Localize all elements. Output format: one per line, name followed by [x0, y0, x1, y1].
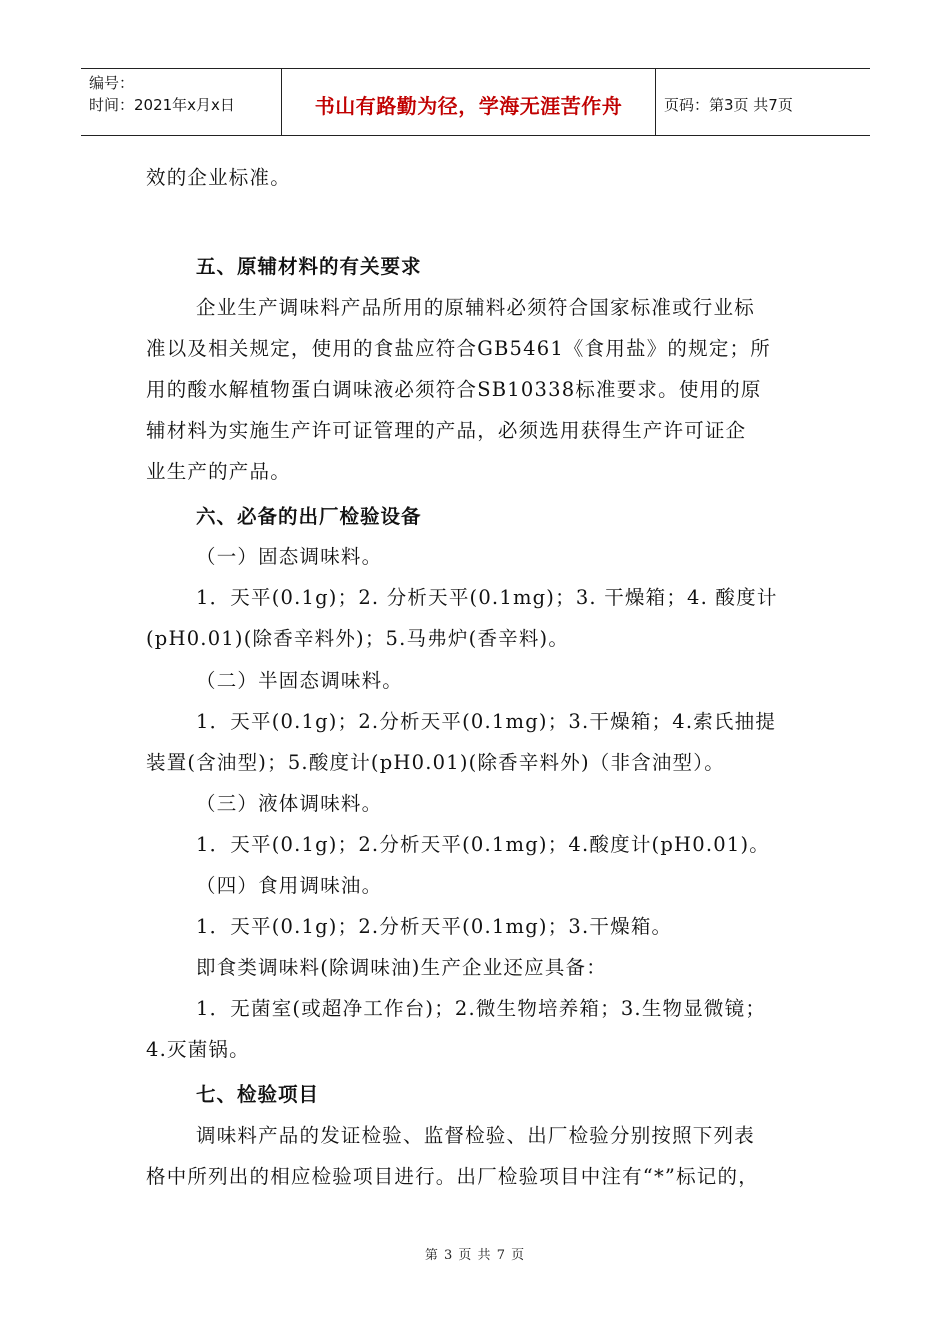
document-number-label: 编号：	[89, 74, 135, 92]
paragraph-line: 准以及相关规定，使用的食盐应符合GB5461《食用盐》的规定；所	[146, 337, 771, 360]
paragraph-line: 辅材料为实施生产许可证管理的产品，必须选用获得生产许可证企	[146, 419, 747, 442]
subsection-heading: （二）半固态调味料。	[196, 669, 404, 692]
paragraph-line: 1．天平(0.1g)；2.分析天平(0.1mg)；3.干燥箱。	[196, 915, 673, 938]
header-motto: 书山有路勤为径，学海无涯苦作舟	[282, 69, 656, 135]
paragraph-line: 1．天平(0.1g)；2.分析天平(0.1mg)；3.干燥箱；4.索氏抽提	[196, 710, 777, 733]
paragraph-line: 4.灭菌锅。	[146, 1038, 250, 1061]
paragraph-line: 1．无菌室(或超净工作台)；2.微生物培养箱；3.生物显微镜；	[196, 997, 767, 1020]
subsection-heading: （三）液体调味料。	[196, 792, 383, 815]
section-heading-7: 七、检验项目	[196, 1083, 320, 1106]
paragraph-line: 1．天平(0.1g)；2. 分析天平(0.1mg)；3. 干燥箱；4. 酸度计	[196, 586, 778, 609]
subsection-heading: （一）固态调味料。	[196, 545, 383, 568]
paragraph-line: (pH0.01)(除香辛料外)；5.马弗炉(香辛料)。	[146, 627, 570, 650]
header-page-info: 页码：第3页 共7页	[664, 95, 793, 114]
page-header	[81, 68, 870, 136]
subsection-heading: （四）食用调味油。	[196, 874, 383, 897]
document-time-label: 时间：2021年x月x日	[89, 96, 235, 114]
paragraph-line: 调味料产品的发证检验、监督检验、出厂检验分别按照下列表	[196, 1124, 755, 1147]
paragraph-line: 格中所列出的相应检验项目进行。出厂检验项目中注有“*”标记的，	[146, 1165, 759, 1188]
paragraph-line: 用的酸水解植物蛋白调味液必须符合SB10338标准要求。使用的原	[146, 378, 762, 401]
section-heading-6: 六、必备的出厂检验设备	[196, 505, 422, 528]
header-meta	[81, 69, 282, 135]
paragraph-line: 装置(含油型)；5.酸度计(pH0.01)(除香辛料外)（非含油型）。	[146, 751, 725, 774]
section-heading-5: 五、原辅材料的有关要求	[196, 255, 422, 278]
paragraph-line: 效的企业标准。	[146, 166, 291, 189]
paragraph-line: 即食类调味料(除调味油)生产企业还应具备：	[196, 956, 607, 979]
page-footer: 第 3 页 共 7 页	[424, 1248, 526, 1263]
paragraph-line: 企业生产调味料产品所用的原辅料必须符合国家标准或行业标	[196, 296, 755, 319]
paragraph-line: 业生产的产品。	[146, 460, 291, 483]
paragraph-line: 1．天平(0.1g)；2.分析天平(0.1mg)；4.酸度计(pH0.01)。	[196, 833, 770, 856]
